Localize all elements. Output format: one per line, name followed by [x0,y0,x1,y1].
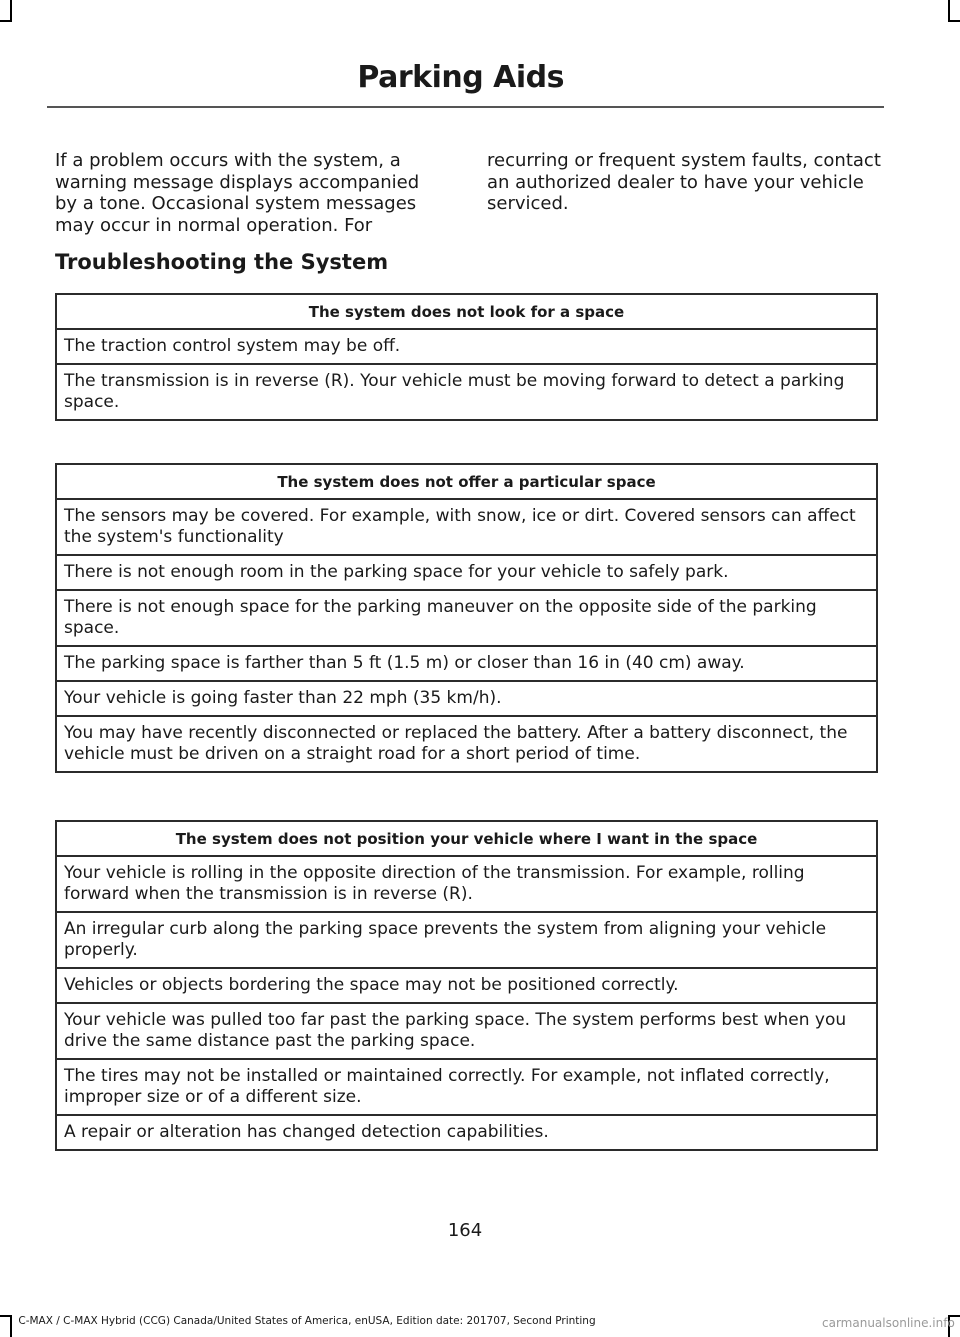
intro-right-column: recurring or frequent system faults, contact an authorized dealer to have your vehicle serviced. [487,150,881,214]
watermark: carmanualsonline.info [822,1316,955,1330]
table-row: Your vehicle was pulled too far past the parking space. The system performs best when you drive the same distance past the parking space. [56,1003,877,1059]
table-row: There is not enough space for the parking maneuver on the opposite side of the parking space. [56,590,877,646]
table-heading: The system does not position your vehicle where I want in the space [56,821,877,856]
table-row: The sensors may be covered. For example, with snow, ice or dirt. Covered sensors can affect the system's functionality [56,499,877,555]
table-row: The tires may not be installed or maintained correctly. For example, not inflated correctly, improper size or of a different size. [56,1059,877,1115]
page-title: Parking Aids [357,60,564,95]
crop-mark-top-right [948,20,960,22]
table-row: The parking space is farther than 5 ft (1.5 m) or closer than 16 in (40 cm) away. [56,646,877,681]
crop-mark-top-left [10,0,12,20]
crop-mark-top-right [948,0,950,20]
troubleshooting-table-no-search [55,293,878,421]
crop-mark-top-left [0,20,12,22]
table-row: Vehicles or objects bordering the space may not be positioned correctly. [56,968,877,1003]
footer-edition-text: C-MAX / C-MAX Hybrid (CCG) Canada/United States of America, enUSA, Edition date: 201707, Second Printing [18,1315,596,1327]
table-row: An irregular curb along the parking space prevents the system from aligning your vehicle properly. [56,912,877,968]
section-heading: Troubleshooting the System [55,250,389,274]
title-divider [47,106,884,108]
table-row: The traction control system may be off. [56,329,877,364]
page-number: 164 [447,1220,483,1241]
table-row: Your vehicle is going faster than 22 mph (35 km/h). [56,681,877,716]
table-heading: The system does not offer a particular space [56,464,877,499]
table-row: There is not enough room in the parking space for your vehicle to safely park. [56,555,877,590]
troubleshooting-table-wrong-position [55,820,878,1151]
table-row: A repair or alteration has changed detection capabilities. [56,1115,877,1150]
table-row: You may have recently disconnected or replaced the battery. After a battery disconnect, the vehicle must be driven on a straight road for a short period of time. [56,716,877,772]
troubleshooting-table-no-offer [55,463,878,773]
table-row: The transmission is in reverse (R). Your vehicle must be moving forward to detect a parking space. [56,364,877,420]
table-row: Your vehicle is rolling in the opposite direction of the transmission. For example, rolling forward when the transmission is in reverse (R). [56,856,877,912]
table-heading: The system does not look for a space [56,294,877,329]
intro-left-column: If a problem occurs with the system, a warning message displays accompanied by a tone. Occasional system messages may occur in normal operation. For [55,150,420,236]
